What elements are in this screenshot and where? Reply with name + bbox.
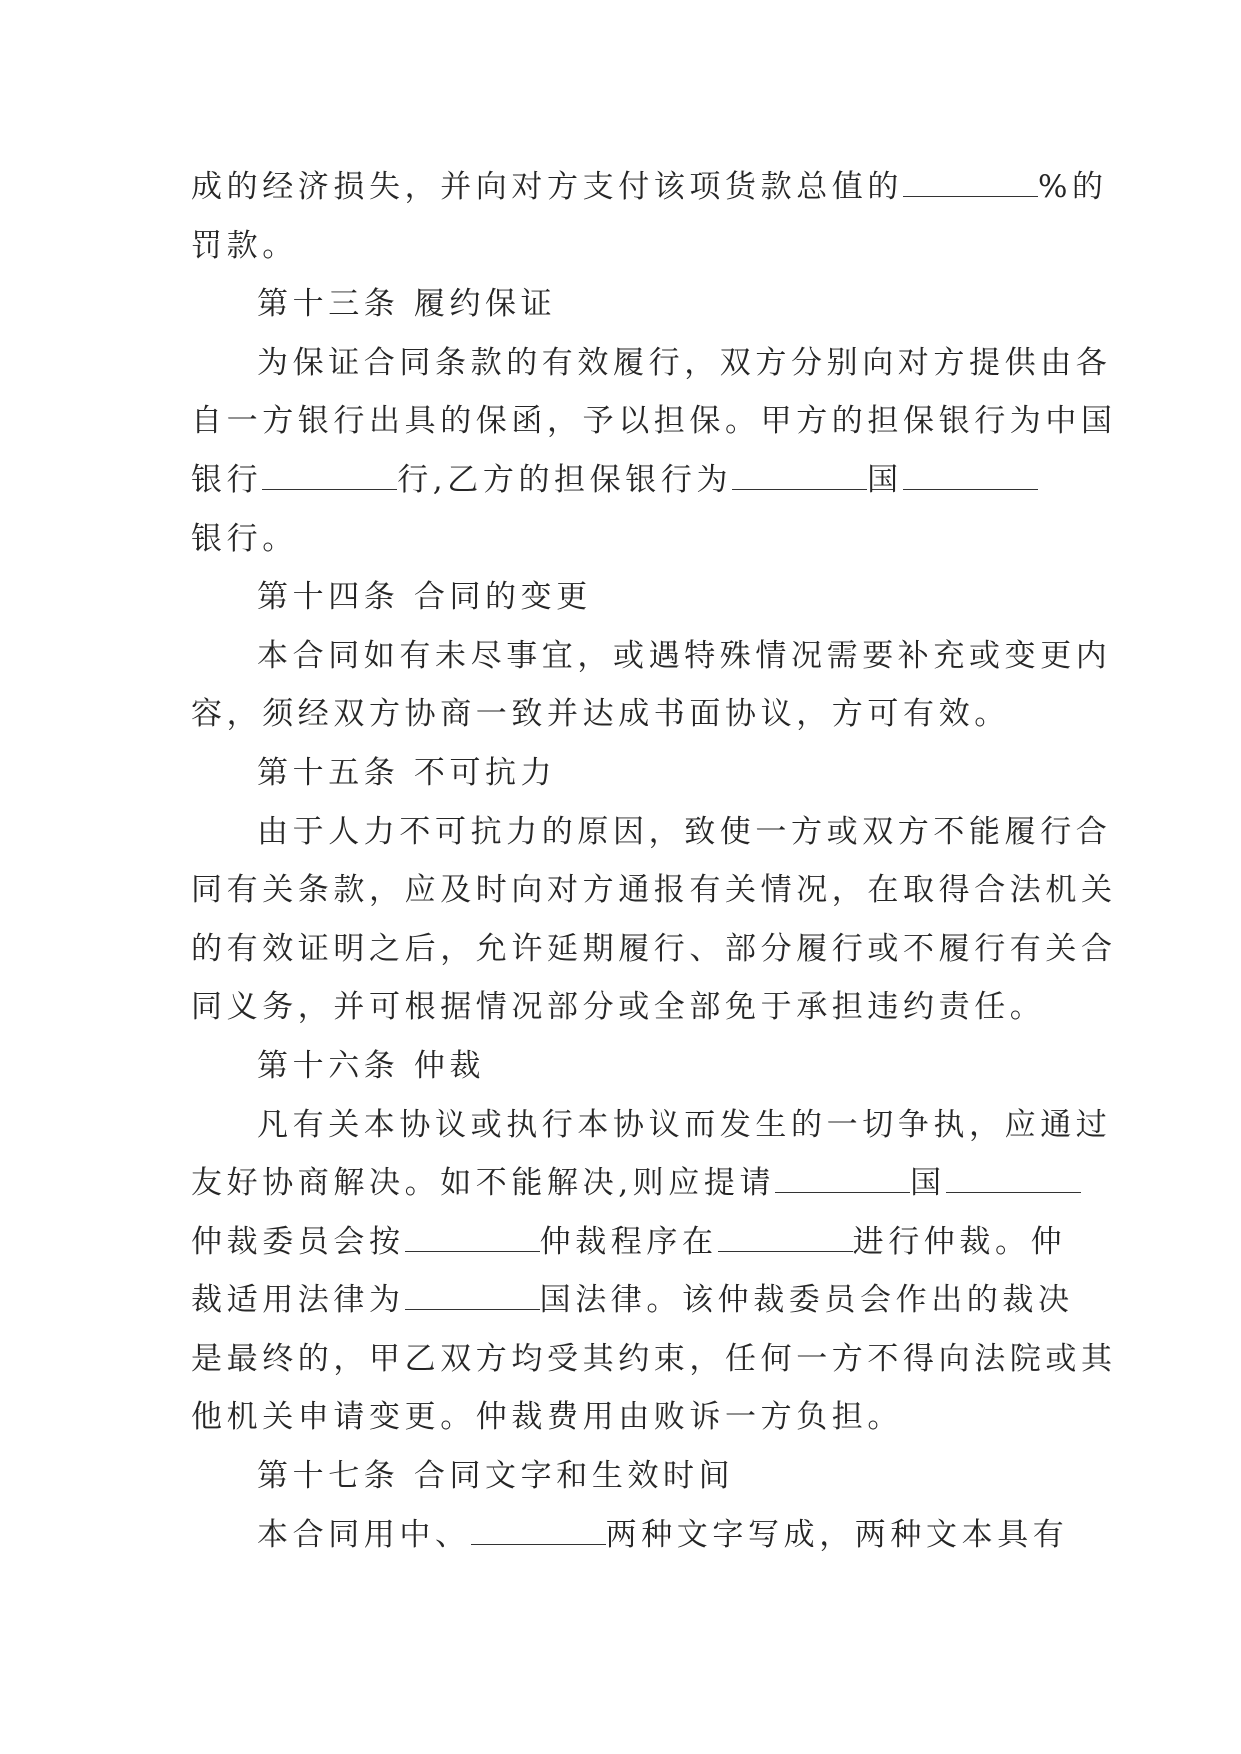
text-segment: 银行 (191, 461, 263, 498)
fill-blank (405, 1285, 540, 1310)
text-segment: 为保证合同条款的有效履行，双方分别向对方提供由各 (257, 344, 1112, 381)
fill-blank (775, 1168, 910, 1193)
fill-blank (732, 465, 867, 490)
fill-blank (903, 172, 1038, 197)
text-segment: 他机关申请变更。仲裁费用由败诉一方负担。 (191, 1399, 903, 1436)
clause-heading (191, 568, 1053, 627)
clause-heading (191, 1037, 1053, 1096)
fill-blank (471, 1520, 606, 1545)
text-segment: 本合同用中、 (257, 1516, 471, 1553)
clause-heading (191, 1447, 1053, 1506)
text-segment: 裁适用法律为 (191, 1282, 405, 1319)
text-line (191, 1096, 1112, 1155)
text-line (191, 510, 1053, 569)
fill-blank (405, 1227, 540, 1252)
text-segment: 仲裁程序在 (539, 1223, 718, 1260)
text-line (191, 627, 1112, 686)
text-line (191, 978, 1053, 1037)
text-segment: %的 (1038, 169, 1108, 205)
text-line (191, 451, 1053, 510)
fill-blank (718, 1227, 853, 1252)
text-segment: 由于人力不可抗力的原因，致使一方或双方不能履行合 (257, 813, 1112, 850)
text-segment: 第十三条 履约保证 (257, 286, 557, 323)
text-segment: 国 (910, 1165, 946, 1202)
text-segment: 的有效证明之后，允许延期履行、部分履行或不履行有关合 (191, 930, 1117, 967)
text-segment: 自一方银行出具的保函，予以担保。甲方的担保银行为中国 (191, 403, 1117, 440)
text-segment: 罚款。 (191, 227, 298, 264)
text-line (191, 861, 1117, 920)
text-segment: 两种文字写成，两种文本具有 (605, 1516, 1069, 1553)
text-segment: 第十四条 合同的变更 (257, 579, 592, 616)
text-segment: 进行仲裁。仲 (852, 1223, 1067, 1260)
text-segment: 国法律。该仲裁委员会作出的裁决 (539, 1282, 1074, 1319)
text-segment: 是最终的，甲乙双方均受其约束，任何一方不得向法院或其 (191, 1340, 1117, 1377)
text-segment: 容，须经双方协商一致并达成书面协议，方可有效。 (191, 696, 1010, 733)
text-line (191, 1506, 1069, 1565)
text-segment: 本合同如有未尽事宜，或遇特殊情况需要补充或变更内 (257, 637, 1112, 674)
fill-blank (903, 465, 1038, 490)
text-segment: 行,乙方的担保银行为 (397, 461, 733, 498)
text-segment: 国 (867, 461, 903, 498)
text-line (191, 1271, 1074, 1330)
text-segment: 友好协商解决。如不能解决,则应提请 (191, 1165, 776, 1202)
text-segment: 仲裁委员会按 (191, 1223, 405, 1260)
clause-heading (191, 744, 1053, 803)
text-line (191, 392, 1117, 451)
text-segment: 第十六条 仲裁 (257, 1047, 486, 1084)
text-line (191, 1388, 1053, 1447)
text-line (191, 920, 1117, 979)
contract-text (191, 158, 1117, 1564)
text-line (191, 334, 1112, 393)
fill-blank (946, 1168, 1081, 1193)
text-line (191, 1213, 1067, 1272)
clause-heading (191, 275, 1053, 334)
text-segment: 同义务，并可根据情况部分或全部免于承担违约责任。 (191, 989, 1046, 1026)
text-segment: 银行。 (191, 520, 298, 557)
text-line (191, 1154, 1053, 1213)
text-line (191, 217, 1053, 276)
text-segment: 凡有关本协议或执行本协议而发生的一切争执，应通过 (257, 1106, 1112, 1143)
text-line (191, 803, 1112, 862)
text-segment: 第十七条 合同文字和生效时间 (257, 1458, 735, 1495)
text-line (191, 685, 1053, 744)
text-segment: 成的经济损失，并向对方支付该项货款总值的 (191, 169, 903, 205)
fill-blank (262, 465, 397, 490)
text-line (191, 158, 1108, 217)
text-segment: 第十五条 不可抗力 (257, 754, 557, 791)
text-segment: 同有关条款，应及时向对方通报有关情况，在取得合法机关 (191, 872, 1117, 909)
text-line (191, 1330, 1117, 1389)
